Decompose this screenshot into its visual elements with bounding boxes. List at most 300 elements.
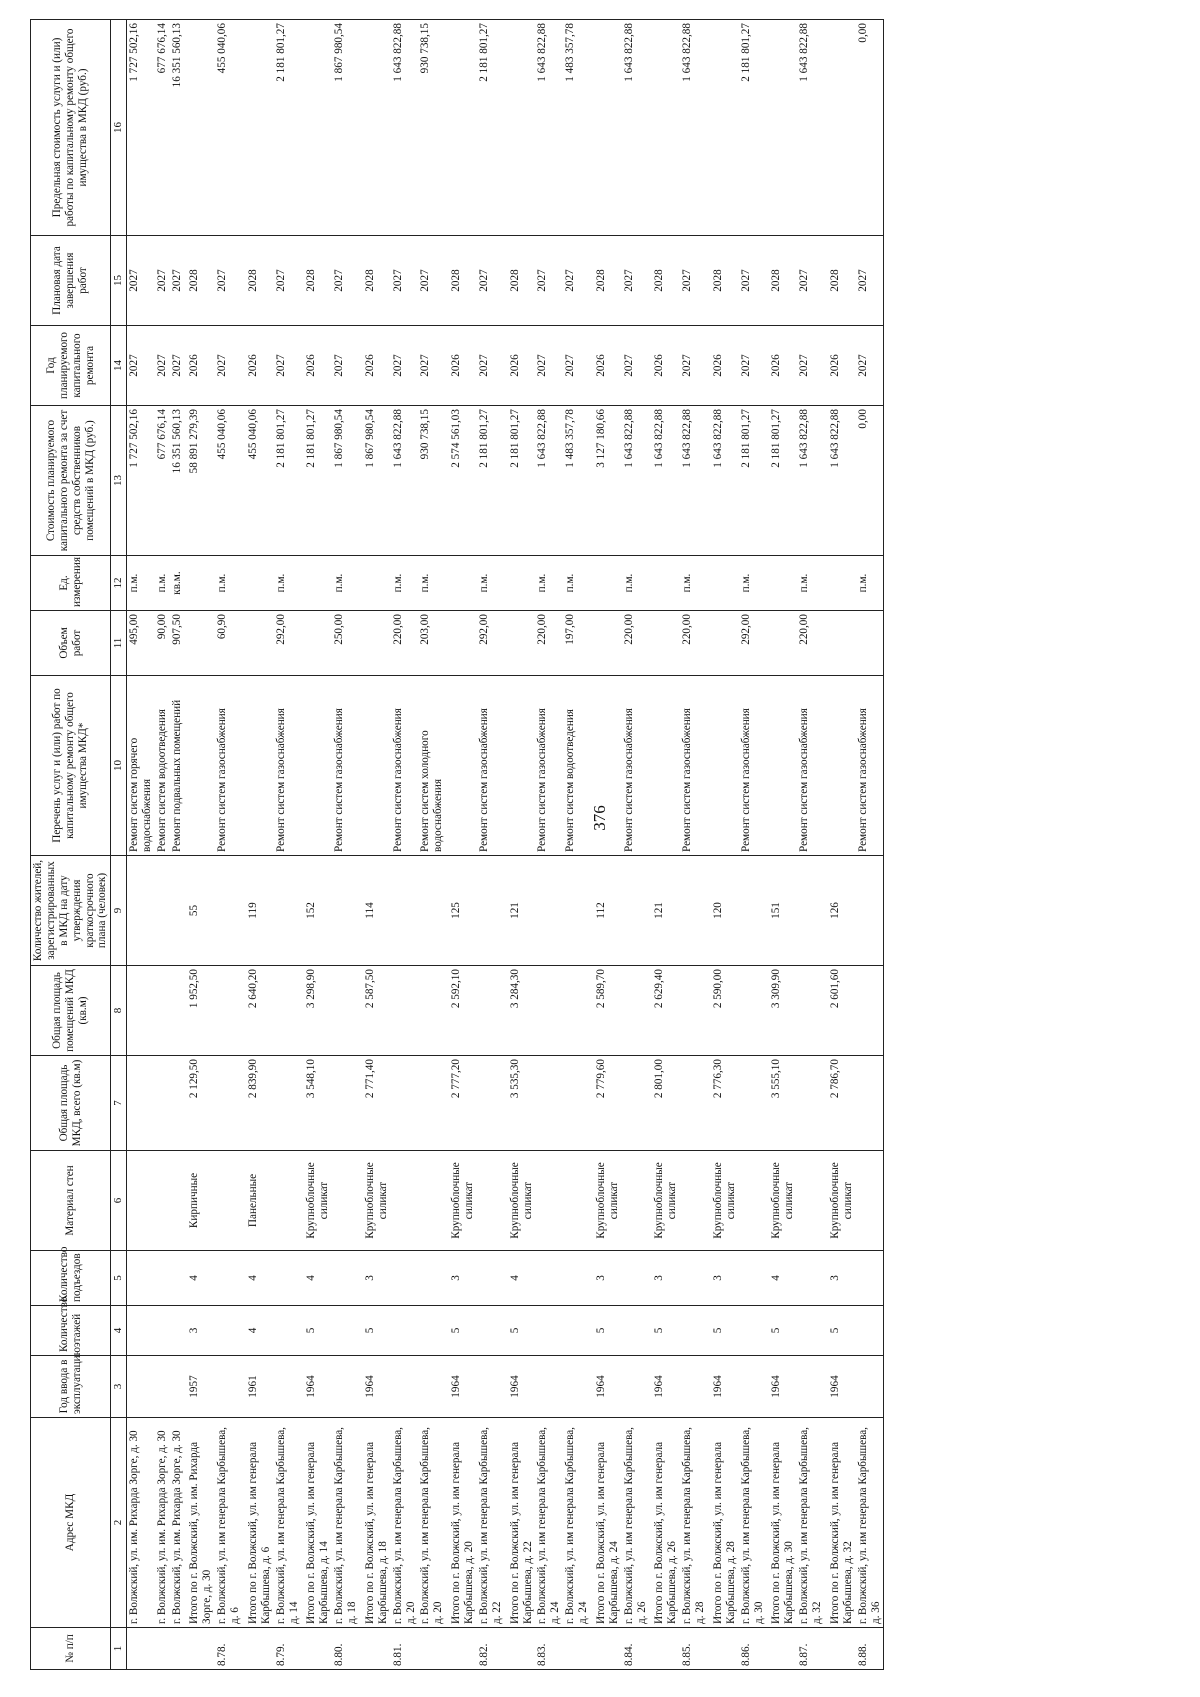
planned-year-cell: 2027	[418, 326, 446, 406]
planned-cost-cell: 1 643 822,88	[622, 406, 650, 556]
limit-cost-cell	[649, 20, 680, 236]
work-volume-cell: 907,50	[170, 611, 185, 676]
unit-cell	[766, 556, 797, 611]
col-number: 12	[111, 556, 127, 611]
floors-cell: 5	[766, 1306, 797, 1356]
row-number-cell	[446, 1628, 477, 1670]
total-area-cell	[274, 1056, 302, 1151]
total-area-cell	[418, 1056, 446, 1151]
col-header: Объем работ	[31, 611, 111, 676]
year-built-cell	[797, 1356, 825, 1418]
planned-cost-cell: 455 040,06	[243, 406, 274, 556]
planned-cost-cell: 1 867 980,54	[332, 406, 360, 556]
work-type-cell: Ремонт систем газоснабжения	[332, 676, 360, 856]
wall-material-cell	[170, 1151, 185, 1251]
year-built-cell: 1964	[649, 1356, 680, 1418]
entrances-cell	[274, 1251, 302, 1306]
floors-cell: 5	[446, 1306, 477, 1356]
col-number: 4	[111, 1306, 127, 1356]
wall-material-cell: Крупноблочные силикат	[591, 1151, 622, 1251]
floors-cell: 5	[360, 1306, 391, 1356]
wall-material-cell: Крупноблочные силикат	[766, 1151, 797, 1251]
row-number-cell	[126, 1628, 154, 1670]
entrances-cell	[739, 1251, 767, 1306]
rooms-area-cell: 2 590,00	[708, 966, 739, 1056]
planned-cost-cell: 3 127 180,66	[591, 406, 622, 556]
completion-year-cell: 2028	[301, 236, 332, 326]
entrances-cell	[856, 1251, 884, 1306]
residents-cell: 126	[825, 856, 856, 966]
year-built-cell	[535, 1356, 563, 1418]
residents-cell: 55	[184, 856, 215, 966]
unit-cell	[649, 556, 680, 611]
row-number-cell: 8.81.	[391, 1628, 419, 1670]
work-type-cell	[825, 676, 856, 856]
rooms-area-cell	[856, 966, 884, 1056]
rooms-area-cell: 3 298,90	[301, 966, 332, 1056]
total-area-cell	[563, 1056, 591, 1151]
rooms-area-cell: 2 629,40	[649, 966, 680, 1056]
address-cell: Итого по г. Волжский, ул. им генерала Карбышева, д. 26	[649, 1418, 680, 1628]
row-number-cell: 8.85.	[680, 1628, 708, 1670]
planned-year-cell: 2026	[766, 326, 797, 406]
planned-year-cell: 2027	[622, 326, 650, 406]
table-row	[680, 20, 708, 1670]
year-built-cell: 1964	[825, 1356, 856, 1418]
column-number-row	[111, 20, 127, 1670]
planned-year-cell: 2026	[446, 326, 477, 406]
residents-cell: 152	[301, 856, 332, 966]
row-number-cell	[825, 1628, 856, 1670]
row-number-cell: 8.82.	[477, 1628, 505, 1670]
year-built-cell	[274, 1356, 302, 1418]
work-volume-cell: 495,00	[126, 611, 154, 676]
floors-cell	[215, 1306, 243, 1356]
limit-cost-cell: 1 727 502,16	[126, 20, 154, 236]
unit-cell: п.м.	[274, 556, 302, 611]
planned-year-cell: 2027	[126, 326, 154, 406]
unit-cell: п.м.	[477, 556, 505, 611]
work-volume-cell	[766, 611, 797, 676]
residents-cell	[418, 856, 446, 966]
unit-cell	[184, 556, 215, 611]
work-type-cell	[505, 676, 536, 856]
row-number-cell: 8.79.	[274, 1628, 302, 1670]
col-header: Год ввода в эксплуатацию	[31, 1356, 111, 1418]
table-row	[274, 20, 302, 1670]
work-type-cell	[446, 676, 477, 856]
planned-year-cell: 2027	[739, 326, 767, 406]
limit-cost-cell	[766, 20, 797, 236]
address-cell: г. Волжский, ул. им генерала Карбышева, д. 22	[477, 1418, 505, 1628]
table-row	[332, 20, 360, 1670]
entrances-cell	[155, 1251, 170, 1306]
work-volume-cell: 60,90	[215, 611, 243, 676]
work-volume-cell: 292,00	[739, 611, 767, 676]
col-header: Плановая дата завершения работ	[31, 236, 111, 326]
planned-cost-cell: 1 643 822,88	[825, 406, 856, 556]
floors-cell	[418, 1306, 446, 1356]
floors-cell: 4	[243, 1306, 274, 1356]
row-number-cell	[505, 1628, 536, 1670]
table-row	[535, 20, 563, 1670]
entrances-cell	[797, 1251, 825, 1306]
unit-cell	[708, 556, 739, 611]
work-type-cell: Ремонт систем газоснабжения	[856, 676, 884, 856]
address-cell: Итого по г. Волжский, ул. им генерала Карбышева, д. 20	[446, 1418, 477, 1628]
work-type-cell	[360, 676, 391, 856]
residents-cell: 121	[649, 856, 680, 966]
floors-cell: 5	[708, 1306, 739, 1356]
rooms-area-cell: 3 284,30	[505, 966, 536, 1056]
col-header: Предельная стоимость услуги и (или) работы по капитальному ремонту общего имущества в МКД (руб.)	[31, 20, 111, 236]
floors-cell: 5	[301, 1306, 332, 1356]
table-row	[155, 20, 170, 1670]
planned-year-cell: 2026	[708, 326, 739, 406]
total-area-cell: 2 801,00	[649, 1056, 680, 1151]
work-type-cell: Ремонт систем газоснабжения	[739, 676, 767, 856]
planned-cost-cell: 2 181 801,27	[766, 406, 797, 556]
wall-material-cell	[477, 1151, 505, 1251]
col-number: 5	[111, 1251, 127, 1306]
entrances-cell: 3	[360, 1251, 391, 1306]
residents-cell: 151	[766, 856, 797, 966]
rooms-area-cell	[622, 966, 650, 1056]
wall-material-cell	[563, 1151, 591, 1251]
floors-cell	[680, 1306, 708, 1356]
summary-row	[301, 20, 332, 1670]
entrances-cell: 3	[708, 1251, 739, 1306]
col-header: № п/п	[31, 1628, 111, 1670]
planned-cost-cell: 1 643 822,88	[797, 406, 825, 556]
residents-cell	[622, 856, 650, 966]
planned-cost-cell: 1 643 822,88	[708, 406, 739, 556]
wall-material-cell	[391, 1151, 419, 1251]
limit-cost-cell	[360, 20, 391, 236]
address-cell: Итого по г. Волжский, ул. им. Рихарда Зорге, д. 30	[184, 1418, 215, 1628]
total-area-cell: 2 839,90	[243, 1056, 274, 1151]
address-cell: г. Волжский, ул. им генерала Карбышева, д. 26	[622, 1418, 650, 1628]
address-cell: г. Волжский, ул. им. Рихарда Зорге, д. 30	[170, 1418, 185, 1628]
address-cell: Итого по г. Волжский, ул. им генерала Карбышева, д. 6	[243, 1418, 274, 1628]
rooms-area-cell: 2 587,50	[360, 966, 391, 1056]
wall-material-cell	[418, 1151, 446, 1251]
limit-cost-cell	[708, 20, 739, 236]
residents-cell	[332, 856, 360, 966]
planned-cost-cell: 2 181 801,27	[301, 406, 332, 556]
residents-cell: 119	[243, 856, 274, 966]
floors-cell	[170, 1306, 185, 1356]
work-type-cell: Ремонт систем газоснабжения	[680, 676, 708, 856]
total-area-cell	[680, 1056, 708, 1151]
unit-cell	[243, 556, 274, 611]
rooms-area-cell: 2 589,70	[591, 966, 622, 1056]
limit-cost-cell: 1 483 357,78	[563, 20, 591, 236]
col-header: Общая площадь МКД, всего (кв.м)	[31, 1056, 111, 1151]
entrances-cell: 3	[446, 1251, 477, 1306]
total-area-cell	[391, 1056, 419, 1151]
planned-year-cell: 2027	[797, 326, 825, 406]
planned-cost-cell: 1 643 822,88	[391, 406, 419, 556]
work-volume-cell: 220,00	[797, 611, 825, 676]
wall-material-cell	[332, 1151, 360, 1251]
address-cell: Итого по г. Волжский, ул. им генерала Карбышева, д. 14	[301, 1418, 332, 1628]
col-number: 15	[111, 236, 127, 326]
row-number-cell: 8.80.	[332, 1628, 360, 1670]
total-area-cell	[215, 1056, 243, 1151]
limit-cost-cell: 1 643 822,88	[680, 20, 708, 236]
planned-year-cell: 2026	[184, 326, 215, 406]
col-number: 9	[111, 856, 127, 966]
work-type-cell	[649, 676, 680, 856]
year-built-cell: 1961	[243, 1356, 274, 1418]
planned-cost-cell: 2 181 801,27	[505, 406, 536, 556]
limit-cost-cell: 16 351 560,13	[170, 20, 185, 236]
planned-year-cell: 2027	[274, 326, 302, 406]
unit-cell: п.м.	[680, 556, 708, 611]
address-cell: г. Волжский, ул. им. Рихарда Зорге, д. 30	[126, 1418, 154, 1628]
total-area-cell: 2 786,70	[825, 1056, 856, 1151]
wall-material-cell: Крупноблочные силикат	[360, 1151, 391, 1251]
total-area-cell: 2 779,60	[591, 1056, 622, 1151]
address-cell: Итого по г. Волжский, ул. им генерала Карбышева, д. 28	[708, 1418, 739, 1628]
address-cell: Итого по г. Волжский, ул. им генерала Карбышева, д. 32	[825, 1418, 856, 1628]
header-row	[31, 20, 111, 1670]
total-area-cell	[535, 1056, 563, 1151]
rotated-table-container	[30, 20, 1155, 1670]
unit-cell	[591, 556, 622, 611]
work-type-cell: Ремонт систем газоснабжения	[535, 676, 563, 856]
summary-row	[766, 20, 797, 1670]
table-row	[215, 20, 243, 1670]
wall-material-cell	[797, 1151, 825, 1251]
capital-repair-table	[30, 19, 884, 1670]
wall-material-cell	[274, 1151, 302, 1251]
work-volume-cell	[591, 611, 622, 676]
row-number-cell: 8.83.	[535, 1628, 563, 1670]
work-type-cell	[591, 676, 622, 856]
wall-material-cell	[680, 1151, 708, 1251]
floors-cell	[856, 1306, 884, 1356]
col-header: Перечень услуг и (или) работ по капитальному ремонту общего имущества МКД*	[31, 676, 111, 856]
wall-material-cell	[622, 1151, 650, 1251]
rooms-area-cell	[739, 966, 767, 1056]
planned-cost-cell: 1 727 502,16	[126, 406, 154, 556]
unit-cell: п.м.	[797, 556, 825, 611]
planned-cost-cell: 1 867 980,54	[360, 406, 391, 556]
col-number: 7	[111, 1056, 127, 1151]
floors-cell: 5	[649, 1306, 680, 1356]
completion-year-cell: 2028	[766, 236, 797, 326]
limit-cost-cell: 1 643 822,88	[391, 20, 419, 236]
completion-year-cell: 2027	[155, 236, 170, 326]
work-volume-cell	[856, 611, 884, 676]
completion-year-cell: 2027	[797, 236, 825, 326]
unit-cell	[301, 556, 332, 611]
summary-row	[446, 20, 477, 1670]
limit-cost-cell: 930 738,15	[418, 20, 446, 236]
address-cell: г. Волжский, ул. им генерала Карбышева, д. 20	[391, 1418, 419, 1628]
unit-cell: п.м.	[622, 556, 650, 611]
limit-cost-cell	[591, 20, 622, 236]
floors-cell: 5	[505, 1306, 536, 1356]
planned-cost-cell: 2 574 561,03	[446, 406, 477, 556]
address-cell: Итого по г. Волжский, ул. им генерала Карбышева, д. 24	[591, 1418, 622, 1628]
floors-cell	[797, 1306, 825, 1356]
floors-cell: 3	[184, 1306, 215, 1356]
work-volume-cell: 203,00	[418, 611, 446, 676]
entrances-cell	[563, 1251, 591, 1306]
work-type-cell	[301, 676, 332, 856]
planned-year-cell: 2026	[825, 326, 856, 406]
total-area-cell	[739, 1056, 767, 1151]
residents-cell	[126, 856, 154, 966]
year-built-cell	[126, 1356, 154, 1418]
work-volume-cell	[505, 611, 536, 676]
residents-cell	[739, 856, 767, 966]
rooms-area-cell: 2 601,60	[825, 966, 856, 1056]
limit-cost-cell: 1 867 980,54	[332, 20, 360, 236]
wall-material-cell: Крупноблочные силикат	[505, 1151, 536, 1251]
completion-year-cell: 2028	[649, 236, 680, 326]
wall-material-cell	[126, 1151, 154, 1251]
table-row	[797, 20, 825, 1670]
planned-cost-cell: 0,00	[856, 406, 884, 556]
planned-cost-cell: 930 738,15	[418, 406, 446, 556]
wall-material-cell	[739, 1151, 767, 1251]
rooms-area-cell	[274, 966, 302, 1056]
limit-cost-cell: 455 040,06	[215, 20, 243, 236]
floors-cell	[622, 1306, 650, 1356]
planned-year-cell: 2027	[332, 326, 360, 406]
work-type-cell: Ремонт систем газоснабжения	[477, 676, 505, 856]
completion-year-cell: 2027	[332, 236, 360, 326]
col-number: 14	[111, 326, 127, 406]
address-cell: г. Волжский, ул. им генерала Карбышева, д. 32	[797, 1418, 825, 1628]
table-row	[477, 20, 505, 1670]
col-header: Год планируемого капитального ремонта	[31, 326, 111, 406]
limit-cost-cell	[301, 20, 332, 236]
total-area-cell	[477, 1056, 505, 1151]
wall-material-cell: Крупноблочные силикат	[446, 1151, 477, 1251]
row-number-cell	[708, 1628, 739, 1670]
unit-cell: п.м.	[155, 556, 170, 611]
total-area-cell	[622, 1056, 650, 1151]
entrances-cell	[126, 1251, 154, 1306]
work-type-cell: Ремонт систем холодного водоснабжения	[418, 676, 446, 856]
completion-year-cell: 2027	[535, 236, 563, 326]
summary-row	[184, 20, 215, 1670]
floors-cell	[155, 1306, 170, 1356]
completion-year-cell: 2027	[274, 236, 302, 326]
address-cell: Итого по г. Волжский, ул. им генерала Карбышева, д. 18	[360, 1418, 391, 1628]
year-built-cell	[418, 1356, 446, 1418]
work-volume-cell: 292,00	[477, 611, 505, 676]
work-type-cell: Ремонт систем газоснабжения	[391, 676, 419, 856]
work-type-cell: Ремонт систем водоотведения	[563, 676, 591, 856]
work-type-cell	[766, 676, 797, 856]
residents-cell: 121	[505, 856, 536, 966]
planned-cost-cell: 58 891 279,39	[184, 406, 215, 556]
planned-cost-cell: 455 040,06	[215, 406, 243, 556]
limit-cost-cell: 1 643 822,88	[797, 20, 825, 236]
completion-year-cell: 2027	[563, 236, 591, 326]
entrances-cell	[170, 1251, 185, 1306]
total-area-cell	[126, 1056, 154, 1151]
unit-cell: п.м.	[535, 556, 563, 611]
limit-cost-cell: 2 181 801,27	[739, 20, 767, 236]
summary-row	[708, 20, 739, 1670]
col-header: Ед. измерения	[31, 556, 111, 611]
col-header: Материал стен	[31, 1151, 111, 1251]
work-type-cell	[184, 676, 215, 856]
address-cell: г. Волжский, ул. им генерала Карбышева, д. 28	[680, 1418, 708, 1628]
work-volume-cell: 220,00	[622, 611, 650, 676]
limit-cost-cell	[446, 20, 477, 236]
col-number: 8	[111, 966, 127, 1056]
entrances-cell: 4	[766, 1251, 797, 1306]
floors-cell	[739, 1306, 767, 1356]
planned-cost-cell: 1 483 357,78	[563, 406, 591, 556]
col-number: 3	[111, 1356, 127, 1418]
row-number-cell	[418, 1628, 446, 1670]
completion-year-cell: 2028	[505, 236, 536, 326]
row-number-cell: 8.78.	[215, 1628, 243, 1670]
work-volume-cell	[360, 611, 391, 676]
row-number-cell	[766, 1628, 797, 1670]
rooms-area-cell	[391, 966, 419, 1056]
floors-cell: 5	[591, 1306, 622, 1356]
address-cell: г. Волжский, ул. им генерала Карбышева, д. 18	[332, 1418, 360, 1628]
wall-material-cell	[215, 1151, 243, 1251]
entrances-cell	[215, 1251, 243, 1306]
floors-cell	[332, 1306, 360, 1356]
limit-cost-cell: 677 676,14	[155, 20, 170, 236]
entrances-cell	[535, 1251, 563, 1306]
planned-year-cell: 2027	[680, 326, 708, 406]
work-type-cell: Ремонт подвальных помещений	[170, 676, 185, 856]
planned-cost-cell: 1 643 822,88	[535, 406, 563, 556]
col-header: Общая площадь помещений МКД (кв.м)	[31, 966, 111, 1056]
floors-cell	[477, 1306, 505, 1356]
residents-cell	[535, 856, 563, 966]
residents-cell: 120	[708, 856, 739, 966]
col-header: Количество этажей	[31, 1306, 111, 1356]
total-area-cell	[797, 1056, 825, 1151]
entrances-cell	[477, 1251, 505, 1306]
work-volume-cell: 250,00	[332, 611, 360, 676]
col-number: 10	[111, 676, 127, 856]
residents-cell	[856, 856, 884, 966]
address-cell: г. Волжский, ул. им генерала Карбышева, д. 30	[739, 1418, 767, 1628]
table-row	[739, 20, 767, 1670]
rooms-area-cell	[535, 966, 563, 1056]
rooms-area-cell	[477, 966, 505, 1056]
unit-cell: п.м.	[856, 556, 884, 611]
total-area-cell	[170, 1056, 185, 1151]
entrances-cell	[332, 1251, 360, 1306]
work-type-cell: Ремонт систем газоснабжения	[215, 676, 243, 856]
table-row	[622, 20, 650, 1670]
summary-row	[825, 20, 856, 1670]
address-cell: г. Волжский, ул. им. Рихарда Зорге, д. 30	[155, 1418, 170, 1628]
planned-year-cell: 2027	[535, 326, 563, 406]
entrances-cell	[622, 1251, 650, 1306]
entrances-cell	[680, 1251, 708, 1306]
address-cell: г. Волжский, ул. им генерала Карбышева, д. 24	[535, 1418, 563, 1628]
col-number: 13	[111, 406, 127, 556]
year-built-cell: 1964	[360, 1356, 391, 1418]
